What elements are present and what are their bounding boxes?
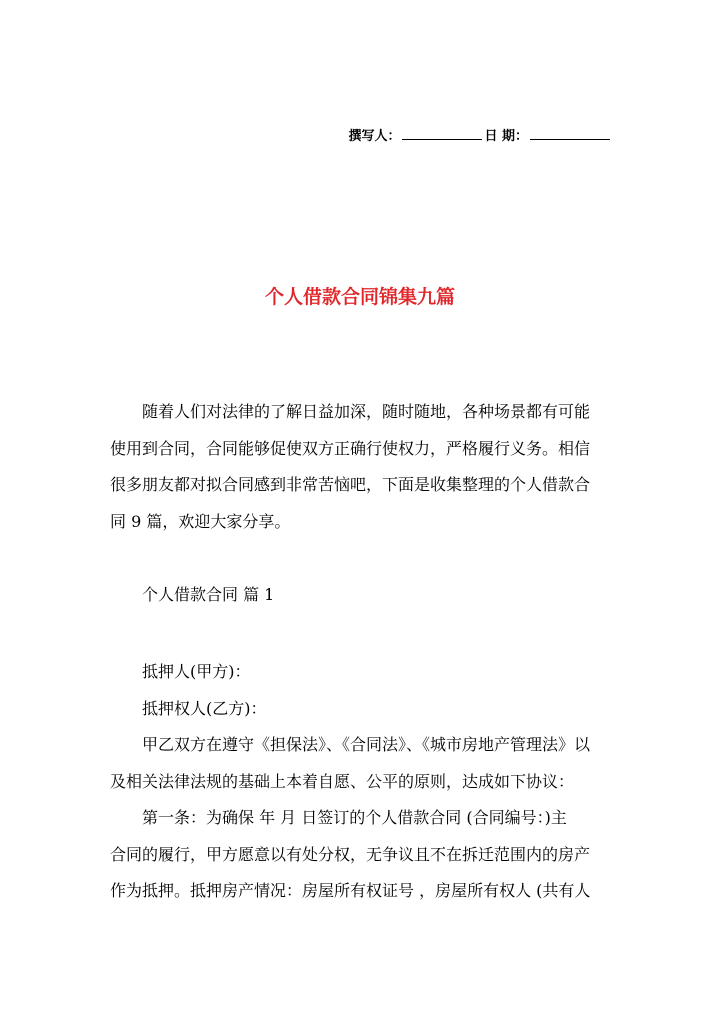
author-blank xyxy=(402,126,482,140)
intro-line: 随着人们对法律的了解日益加深，随时随地，各种场景都有可能 xyxy=(142,402,591,421)
body-line: 及相关法律法规的基础上本着自愿、公平的原则，达成如下协议： xyxy=(110,771,575,791)
date-blank xyxy=(530,126,610,140)
intro-line: 使用到合同，合同能够促使双方正确行使权力，严格履行义务。相信 xyxy=(110,438,591,458)
intro-line: 同 9 篇，欢迎大家分享。 xyxy=(110,511,291,531)
section-heading: 个人借款合同 篇 1 xyxy=(142,585,275,604)
date-label: 日 期： xyxy=(484,129,528,144)
body-line: 作为抵押。抵押房产情况：房屋所有权证号 ，房屋所有权人 (共有人 xyxy=(110,881,591,900)
article-one-line: 第一条：为确保 年 月 日签订的个人借款合同 (合同编号：)主 xyxy=(142,808,567,827)
body-line: 合同的履行，甲方愿意以有处分权，无争议且不在拆迁范围内的房产 xyxy=(110,844,591,864)
intro-line: 很多朋友都对拟合同感到非常苦恼吧，下面是收集整理的个人借款合 xyxy=(110,475,591,494)
pledgor-line: 抵押人(甲方)： xyxy=(142,662,251,681)
document-title: 个人借款合同锦集九篇 xyxy=(264,286,455,308)
author-label: 撰写人： xyxy=(348,129,401,144)
pledgee-line: 抵押权人(乙方)： xyxy=(142,698,267,718)
intro-paragraph xyxy=(110,394,615,540)
contract-body xyxy=(110,654,615,910)
author-date-line xyxy=(348,126,612,146)
body-line: 甲乙双方在遵守《担保法》、《合同法》、《城市房地产管理法》以 xyxy=(142,735,591,754)
